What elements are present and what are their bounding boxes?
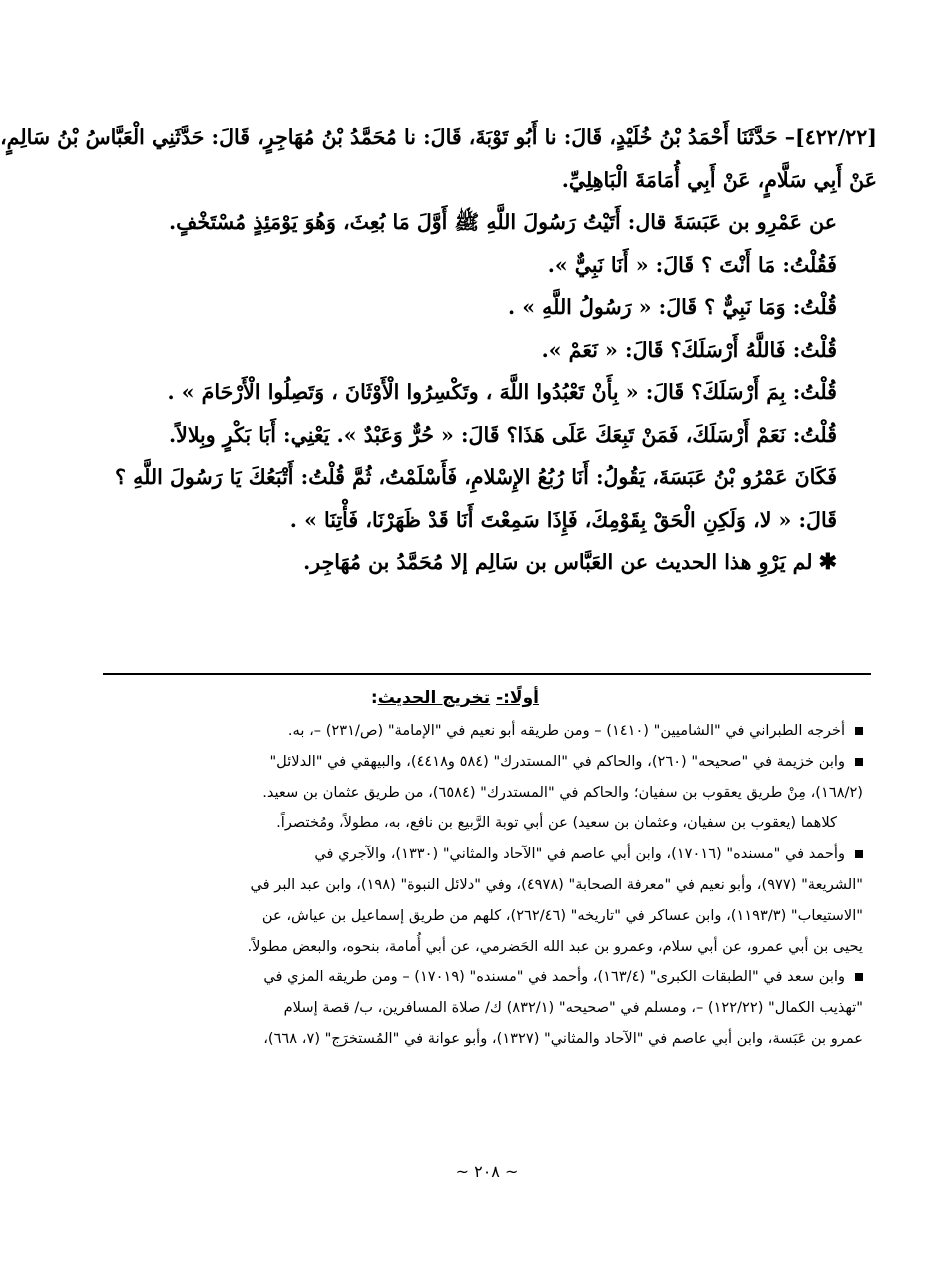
takhrij-line: كلاهما (يعقوب بن سفيان، وعثمان بن سعيد) عن أبي توبة الرَّبيع بن نافع، به، مطولاً، ومُختصراً. [276,814,837,832]
takhrij-line-text: وابن خزيمة في "صحيحه" (٢٦٠)، والحاكم في "المستدرك" (٥٨٤ و٤٤١٨)، والبيهقي في "الدلائل" [269,752,845,770]
heading-number: أولًا:- [496,688,539,708]
star-icon: ✱ [818,549,837,575]
heading-colon: : [370,688,378,708]
section-divider [103,673,871,675]
page-number: ~ ٢٠٨ ~ [455,1162,519,1181]
takhrij-line [111,747,863,778]
takhrij-line: "تهذيب الكمال" (١٢٢/٢٢) –، ومسلم في "صحيحه" (٨٣٢/١) ك/ صلاة المسافرين، ب/ قصة إسلام [283,999,863,1017]
hadith-note-text: لم يَرْوِ هذا الحديث عن العَبَّاس بن سَالِم إلا مُحَمَّدُ بن مُهَاجِر. [303,550,813,574]
bullet-icon [855,850,863,858]
hadith-isnad-line: [٤٢٢/٢٢]– حَدَّثَنَا أَحْمَدُ بْنُ خُلَيْدٍ، قَالَ: نا أَبُو تَوْبَةَ، قَالَ: نا مُحَمَّدُ بْنُ مُهَاجِرٍ، قَالَ: حَدَّثَنِي الْعَبَّاسُ بْنُ سَالِمٍ، [0,125,877,149]
takhrij-line: "الشريعة" (٩٧٧)، وأبو نعيم في "معرفة الصحابة" (٤٩٧٨)، وفي "دلائل النبوة" (١٩٨)، وابن عبد البر في [250,875,863,893]
hadith-note-line [97,541,877,584]
hadith-matn-line: قُلْتُ: نَعَمْ أَرْسَلَكَ، فَمَنْ تَبِعَكَ عَلَى هَذَا؟ قَالَ: « حُرٌّ وَعَبْدٌ ». يَعْنِي: أَبَا بَكْرٍ وبِلالاً. [168,422,837,447]
takhrij-line: (١٦٨/٢)، مِنْ طريق يعقوب بن سفيان؛ والحاكم في "المستدرك" (٦٥٨٤)، من طريق عثمان بن سعيد. [262,783,863,801]
takhrij-heading [371,683,539,713]
takhrij-line: يحيى بن أبي عمرو، عن أبي سلام، وعمرو بن عبد الله الحَضرمي، عن أبي أُمامة، بنحوه، والبعض مطولاً. [247,937,863,955]
takhrij-notes [111,716,863,1055]
hadith-isnad-line: عَنْ أَبِي سَلَّامٍ، عَنْ أَبِي أُمَامَةَ الْبَاهِلِيِّ. [561,167,877,192]
takhrij-line-text: وأحمد في "مسنده" (١٧٠١٦)، وابن أبي عاصم في "الآحاد والمثاني" (١٣٣٠)، والآجري في [314,845,845,863]
bullet-icon [855,727,863,735]
takhrij-line [111,716,863,747]
hadith-matn-line: قُلْتُ: وَمَا نَبِيٌّ ؟ قَالَ: « رَسُولُ اللَّهِ » . [507,295,837,319]
hadith-matn-line: فَكَانَ عَمْرُو بْنُ عَبَسَةَ، يَقُولُ: أَنَا رُبُعُ الإِسْلامِ، فَأَسْلَمْتُ، ثُمَّ قُلْتُ: أَتْبَعُكَ يَا رَسُولَ اللَّهِ ؟ [115,465,837,489]
takhrij-line-text: أخرجه الطبراني في "الشاميين" (١٤١٠) – ومن طريقه أبو نعيم في "الإمامة" (ص/٢٣١) –، به. [287,722,845,739]
hadith-matn-line: عن عَمْرِو بن عَبَسَةَ قال: أَتَيْتُ رَسُولَ اللَّهِ ﷺ أَوَّلَ مَا بُعِثَ، وَهُوَ يَوْمَئِذٍ مُسْتَخْفٍ. [169,210,837,234]
takhrij-line [111,962,863,993]
hadith-matn-line: قُلْتُ: بِمَ أَرْسَلَكَ؟ قَالَ: « بِأَنْ تَعْبُدُوا اللَّهَ ، وتَكْسِرُوا الْأَوْثَانَ ، وَتَصِلُوا الْأَرْحَامَ » . [167,380,837,404]
takhrij-line [111,839,863,870]
takhrij-line: عمرو بن عَبَسة، وابن أبي عاصم في "الآحاد والمثاني" (١٣٢٧)، وأبو عوانة في "المُستخرَج" (٧، ٦٦٨)، [263,1029,863,1047]
bullet-icon [855,758,863,766]
hadith-text [0,116,877,584]
bullet-icon [855,973,863,981]
hadith-matn-line: فَقُلْتُ: مَا أَنْتَ ؟ قَالَ: « أَنَا نَبِيٌّ ». [547,252,837,277]
takhrij-line: "الاستيعاب" (١١٩٣/٣)، وابن عساكر في "تاريخه" (٢٦٢/٤٦)، كلهم من طريق إسماعيل بن عياش، عن [261,906,863,924]
hadith-matn-line: قُلْتُ: فَاللَّهُ أَرْسَلَكَ؟ قَالَ: « نَعَمْ ». [541,337,837,362]
takhrij-line-text: وابن سعد في "الطبقات الكبرى" (١٦٣/٤)، وأحمد في "مسنده" (١٧٠١٩) – ومن طريقه المزي في [263,968,845,986]
heading-title: تخريج الحديث [377,688,491,708]
hadith-matn-line: قَالَ: « لا، وَلَكِنِ الْحَقْ بِقَوْمِكَ، فَإِذَا سَمِعْتَ أَنَا قَدْ ظَهَرْنَا، فَأْتِنَا » . [289,507,837,532]
